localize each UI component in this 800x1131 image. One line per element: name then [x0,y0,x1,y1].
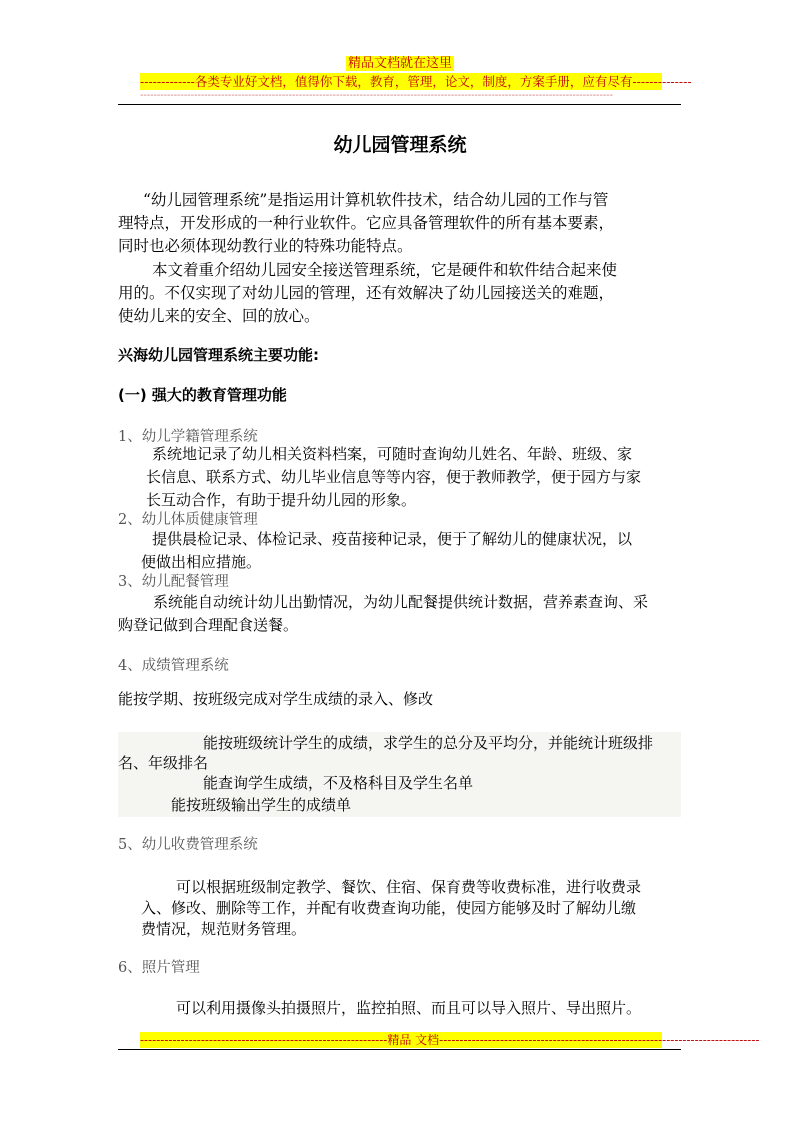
intro-p1-line1: “幼儿园管理系统”是指运用计算机软件技术，结合幼儿园的工作与管 [143,191,609,209]
item-4-line1: 能按班级统计学生的成绩，求学生的总分及平均分，并能统计班级排 [203,734,654,752]
item-5-line1: 可以根据班级制定教学、餐饮、住宿、保育费等收费标准，进行收费录 [176,878,642,896]
header-rule [118,104,681,105]
item-4-line0: 能按学期、按班级完成对学生成绩的录入、修改 [118,690,434,708]
header-banner-tagline: -------------各类专业好文档，值得你下载，教育，管理，论文，制度，方案手册，应有尽有-------------- [140,74,692,89]
item-1-line3: 长互动合作，有助于提升幼儿园的形象。 [146,491,417,509]
section-heading: 兴海幼儿园管理系统主要功能: [118,346,319,364]
intro-p1-line2: 理特点，开发形成的一种行业软件。它应具备管理软件的所有基本要素， [118,214,615,232]
item-1-line2: 长信息、联系方式、幼儿毕业信息等等内容，便于教师教学，便于园方与家 [146,468,642,486]
item-3-line1: 系统能自动统计幼儿出勤情况，为幼儿配餐提供统计数据，营养素查询、采 [153,593,649,611]
header-banner-title [0,55,800,72]
header-dashed-line: -------------------------------------------------------------------------------------------------------------------------------------------- [140,90,614,101]
item-2-line2: 便做出相应措施。 [141,553,262,571]
item-5-title: 5、幼儿收费管理系统 [118,837,258,853]
item-3-title: 3、幼儿配餐管理 [118,574,229,590]
item-4-title: 4、成绩管理系统 [118,658,229,674]
item-5-line3: 费情况，规范财务管理。 [141,920,307,938]
item-6-title: 6、照片管理 [118,960,200,976]
footer-rule [118,1049,681,1050]
item-4-line3: 能查询学生成绩，不及格科目及学生名单 [203,774,474,792]
intro-p1-line3: 同时也必须体现幼教行业的特殊功能特点。 [118,237,413,255]
item-2-title: 2、幼儿体质健康管理 [118,512,258,528]
item-4-line2: 名、年级排名 [118,754,209,772]
footer-banner: -------------------------------------------------------------精品 文档------------------------------------------------------------------------------- [140,1033,760,1047]
item-6-line1: 可以利用摄像头拍摄照片，监控拍照、而且可以导入照片、导出照片。 [176,999,642,1017]
header-banner-title-text: 精品文档就在这里 [347,56,452,71]
intro-p2-line2: 用的。不仅实现了对幼儿园的管理，还有效解决了幼儿园接送关的难题， [118,284,615,302]
item-4-line4: 能按班级输出学生的成绩单 [171,796,352,814]
intro-p2-line1: 本文着重介绍幼儿园安全接送管理系统，它是硬件和软件结合起来使 [152,261,618,279]
item-3-line2: 购登记做到合理配食送餐。 [118,616,299,634]
item-2-line1: 提供晨检记录、体检记录、疫苗接种记录，便于了解幼儿的健康状况，以 [152,530,633,548]
item-5-line2: 入、修改、删除等工作，并配有收费查询功能，使园方能够及时了解幼儿缴 [141,899,637,917]
item-1-title: 1、幼儿学籍管理系统 [118,429,258,445]
subsection-heading: (一) 强大的教育管理功能 [118,386,287,404]
document-title: 幼儿园管理系统 [333,134,467,156]
item-1-line1: 系统地记录了幼儿相关资料档案，可随时查询幼儿姓名、年龄、班级、家 [152,445,633,463]
intro-p2-line3: 使幼儿来的安全、回的放心。 [118,307,320,325]
